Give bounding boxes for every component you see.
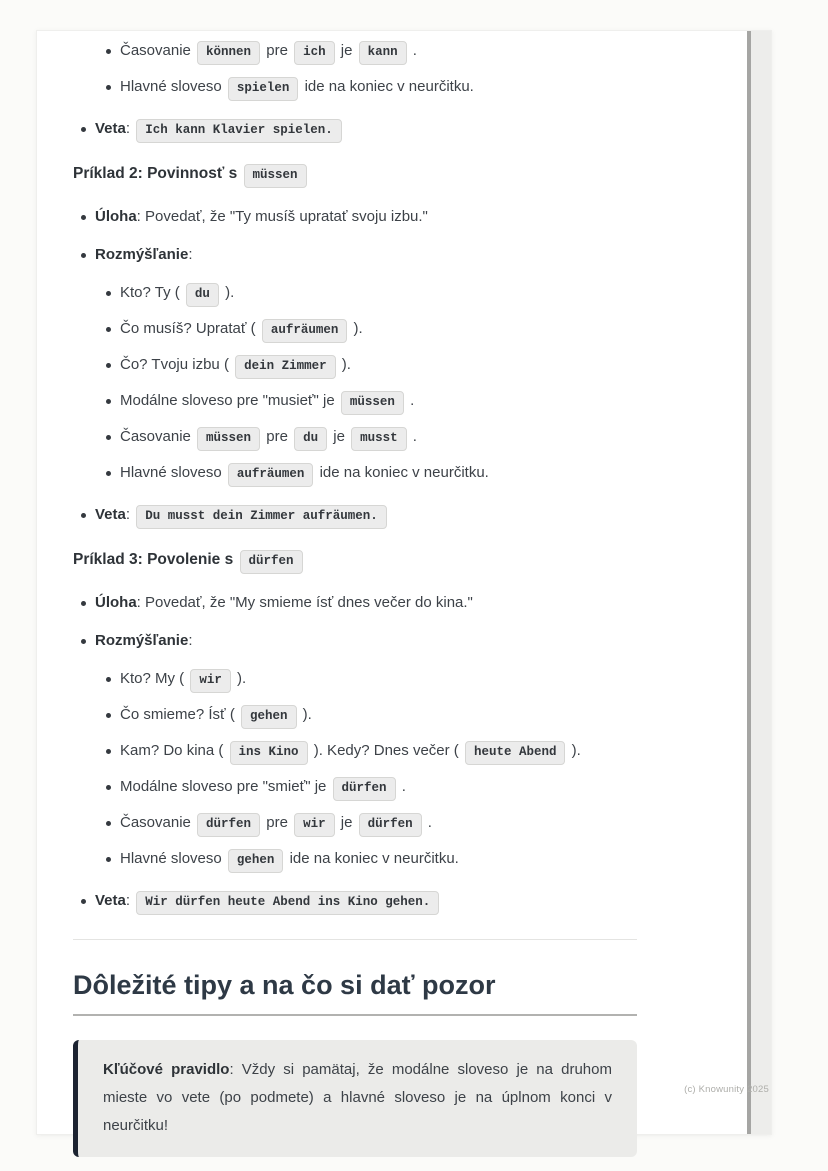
sub-list-item [120,739,637,765]
sub-list-item [120,39,637,65]
text-segment: Hlavné sloveso [120,78,226,95]
text-segment: Čo smieme? Ísť ( [120,706,239,723]
text-segment: Kto? My ( [120,670,189,687]
divider [73,939,637,940]
text-segment: pre [262,428,293,445]
inline-code-badge: Wir dürfen heute Abend ins Kino gehen. [136,891,439,915]
text-segment: . [408,428,417,445]
text-segment: je [329,428,350,445]
inline-code-badge: dürfen [359,813,422,837]
list-item [95,117,637,143]
text-segment: pre [262,42,293,59]
text-segment: Časovanie [120,428,196,445]
sub-list-item [120,281,637,307]
sub-list-item [120,461,637,487]
inline-code-badge: Ich kann Klavier spielen. [136,119,342,143]
bold-label: Veta [95,892,126,909]
inline-code-badge: kann [359,41,407,65]
scrollbar-track[interactable] [747,31,771,1134]
inline-code-badge: können [197,41,260,65]
inline-code-badge: gehen [228,849,284,873]
document-content [73,39,637,1157]
bold-label: Rozmýšľanie [95,632,189,649]
sub-list-item [120,811,637,837]
callout-label: Kľúčové pravidlo [103,1061,230,1078]
text-segment: Kto? Ty ( [120,284,184,301]
list-item [95,205,637,229]
list-item [95,243,637,267]
section-title: Dôležité tipy a na čo si dať pozor [73,968,637,1016]
inline-code-badge: du [294,427,327,451]
bold-label: Veta [95,120,126,137]
scrollbar-thumb[interactable] [747,31,751,1134]
list-item [95,629,637,653]
text-segment: ). [232,670,247,687]
sub-list-item [120,353,637,379]
inline-code-badge: ich [294,41,335,65]
inline-code-badge: dürfen [240,550,303,574]
list-item [95,591,637,615]
bold-label: Príklad 2: Povinnosť s [73,165,242,182]
list-item [95,889,637,915]
bold-label: Rozmýšľanie [95,246,189,263]
sub-list-item [120,703,637,729]
sub-list-item [120,775,637,801]
inline-code-badge: musst [351,427,407,451]
inline-code-badge: du [186,283,219,307]
text-segment: ). [298,706,312,723]
text-segment: ). [349,320,363,337]
watermark: (c) Knowunity 2025 [684,1084,769,1095]
example-heading [73,548,637,574]
callout-text: : Vždy si pamätaj, že modálne sloveso je na druhom mieste vo vete (po podmete) a hlavné sloveso je na úplnom konci v neurčitku! [103,1061,612,1134]
bold-label: Veta [95,506,126,523]
inline-code-badge: müssen [341,391,404,415]
text-segment: : [125,892,135,909]
sub-list-item [120,317,637,343]
inline-code-badge: dein Zimmer [235,355,336,379]
text-segment: : [188,632,193,649]
text-segment: ). [567,742,581,759]
sub-list-item [120,667,637,693]
bold-label: Príklad 3: Povolenie s [73,551,238,568]
text-segment: ). [337,356,351,373]
text-segment: . [423,814,432,831]
text-segment: Hlavné sloveso [120,850,226,867]
text-segment: Časovanie [120,42,196,59]
text-segment: : Povedať, že "Ty musíš upratať svoju izbu." [136,208,428,225]
inline-code-badge: dürfen [333,777,396,801]
inline-code-badge: aufräumen [262,319,348,343]
text-segment: ide na koniec v neurčitku. [315,464,489,481]
inline-code-badge: müssen [244,164,307,188]
text-segment: : [125,506,135,523]
text-segment: : [125,120,135,137]
bold-label: Úloha [95,208,137,225]
text-segment: . [408,42,417,59]
text-segment: Kam? Do kina ( [120,742,228,759]
example-heading [73,162,637,188]
inline-code-badge: müssen [197,427,260,451]
text-segment: ). [220,284,235,301]
inline-code-badge: wir [294,813,335,837]
text-segment: Hlavné sloveso [120,464,226,481]
text-segment: je [336,42,357,59]
bold-label: Úloha [95,594,137,611]
text-segment: ide na koniec v neurčitku. [300,78,474,95]
text-segment: . [397,778,406,795]
text-segment: ide na koniec v neurčitku. [285,850,459,867]
text-segment: . [405,392,415,409]
text-segment: pre [262,814,293,831]
document-page [36,30,772,1135]
inline-code-badge: dürfen [197,813,260,837]
inline-code-badge: gehen [241,705,297,729]
text-segment: Modálne sloveso pre "musieť" je [120,392,339,409]
text-segment: : Povedať, že "My smieme ísť dnes večer do kina." [136,594,473,611]
inline-code-badge: heute Abend [465,741,566,765]
examples-flow [73,39,637,915]
text-segment: Čo musíš? Upratať ( [120,320,260,337]
inline-code-badge: spielen [228,77,299,101]
text-segment: je [336,814,357,831]
callout-box [73,1040,637,1157]
inline-code-badge: wir [190,669,231,693]
list-item [95,503,637,529]
sub-list-item [120,847,637,873]
sub-list-item [120,75,637,101]
inline-code-badge: aufräumen [228,463,314,487]
text-segment: : [188,246,193,263]
sub-list-item [120,389,637,415]
text-segment: Čo? Tvoju izbu ( [120,356,234,373]
text-segment: Modálne sloveso pre "smieť" je [120,778,331,795]
inline-code-badge: ins Kino [230,741,308,765]
inline-code-badge: Du musst dein Zimmer aufräumen. [136,505,387,529]
sub-list-item [120,425,637,451]
text-segment: Časovanie [120,814,196,831]
text-segment: ). Kedy? Dnes večer ( [309,742,463,759]
